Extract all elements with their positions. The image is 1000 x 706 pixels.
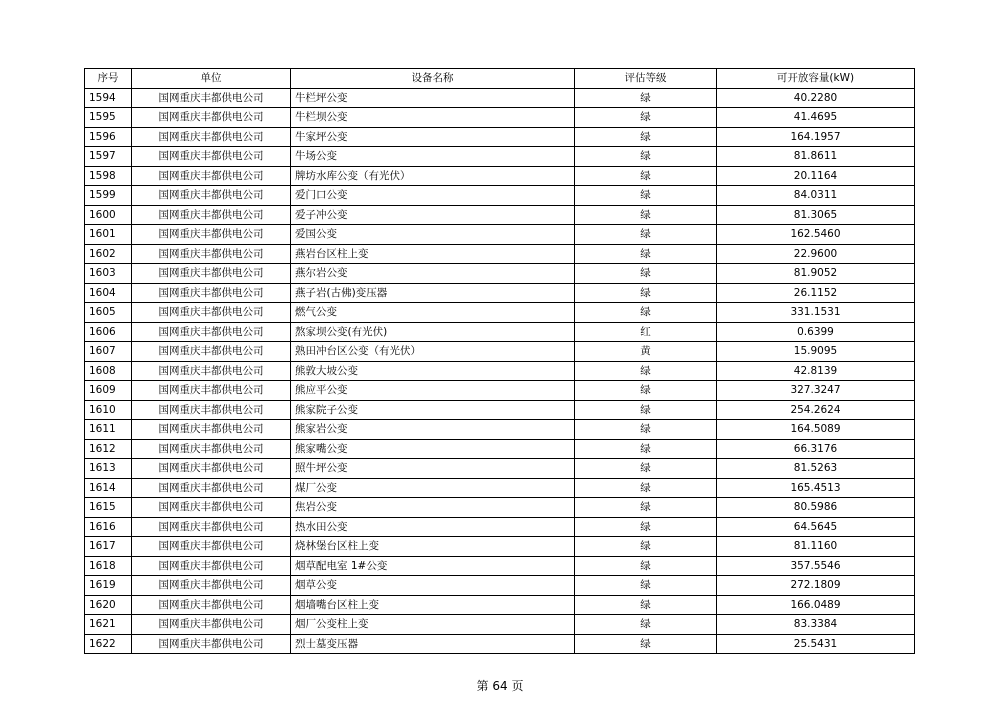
table-row	[85, 244, 915, 264]
cell-seq: 1609	[85, 381, 132, 401]
cell-capacity: 42.8139	[717, 361, 915, 381]
cell-device-name: 熊敦大坡公变	[291, 361, 575, 381]
table-row	[85, 283, 915, 303]
cell-capacity: 81.3065	[717, 205, 915, 225]
cell-seq: 1619	[85, 576, 132, 596]
cell-grade: 绿	[575, 400, 717, 420]
cell-capacity: 0.6399	[717, 322, 915, 342]
cell-capacity: 162.5460	[717, 225, 915, 245]
cell-grade: 绿	[575, 205, 717, 225]
cell-grade: 绿	[575, 478, 717, 498]
cell-unit: 国网重庆丰都供电公司	[132, 88, 291, 108]
cell-unit: 国网重庆丰都供电公司	[132, 303, 291, 323]
cell-grade: 绿	[575, 439, 717, 459]
cell-capacity: 81.1160	[717, 537, 915, 557]
cell-capacity: 83.3384	[717, 615, 915, 635]
cell-device-name: 熊应平公变	[291, 381, 575, 401]
cell-seq: 1599	[85, 186, 132, 206]
table-row	[85, 400, 915, 420]
cell-device-name: 爱门口公变	[291, 186, 575, 206]
cell-capacity: 80.5986	[717, 498, 915, 518]
cell-device-name: 热水田公变	[291, 517, 575, 537]
header-device-name: 设备名称	[291, 69, 575, 89]
table-row	[85, 147, 915, 167]
cell-device-name: 牛栏坪公变	[291, 88, 575, 108]
cell-device-name: 爱国公变	[291, 225, 575, 245]
cell-unit: 国网重庆丰都供电公司	[132, 225, 291, 245]
cell-device-name: 熊家院子公变	[291, 400, 575, 420]
cell-grade: 绿	[575, 517, 717, 537]
table-header-row	[85, 69, 915, 89]
header-capacity: 可开放容量(kW)	[717, 69, 915, 89]
table-row	[85, 186, 915, 206]
cell-capacity: 81.8611	[717, 147, 915, 167]
cell-unit: 国网重庆丰都供电公司	[132, 127, 291, 147]
cell-grade: 绿	[575, 576, 717, 596]
table-row	[85, 225, 915, 245]
cell-unit: 国网重庆丰都供电公司	[132, 595, 291, 615]
cell-device-name: 烟草配电室 1#公变	[291, 556, 575, 576]
cell-grade: 绿	[575, 283, 717, 303]
cell-capacity: 165.4513	[717, 478, 915, 498]
cell-unit: 国网重庆丰都供电公司	[132, 400, 291, 420]
cell-unit: 国网重庆丰都供电公司	[132, 439, 291, 459]
cell-unit: 国网重庆丰都供电公司	[132, 186, 291, 206]
cell-capacity: 357.5546	[717, 556, 915, 576]
cell-device-name: 牛家坪公变	[291, 127, 575, 147]
cell-device-name: 焦岩公变	[291, 498, 575, 518]
cell-unit: 国网重庆丰都供电公司	[132, 517, 291, 537]
cell-grade: 绿	[575, 147, 717, 167]
cell-unit: 国网重庆丰都供电公司	[132, 478, 291, 498]
table-row	[85, 264, 915, 284]
cell-device-name: 熊家岩公变	[291, 420, 575, 440]
cell-capacity: 164.1957	[717, 127, 915, 147]
table-row	[85, 420, 915, 440]
table-row	[85, 459, 915, 479]
table-row	[85, 634, 915, 654]
cell-unit: 国网重庆丰都供电公司	[132, 147, 291, 167]
cell-device-name: 牛场公变	[291, 147, 575, 167]
cell-seq: 1595	[85, 108, 132, 128]
cell-grade: 红	[575, 322, 717, 342]
table-row	[85, 576, 915, 596]
cell-seq: 1603	[85, 264, 132, 284]
cell-unit: 国网重庆丰都供电公司	[132, 420, 291, 440]
table-row	[85, 303, 915, 323]
cell-unit: 国网重庆丰都供电公司	[132, 322, 291, 342]
cell-seq: 1610	[85, 400, 132, 420]
cell-seq: 1620	[85, 595, 132, 615]
cell-grade: 绿	[575, 303, 717, 323]
cell-device-name: 烧林堡台区柱上变	[291, 537, 575, 557]
cell-grade: 绿	[575, 634, 717, 654]
cell-unit: 国网重庆丰都供电公司	[132, 283, 291, 303]
cell-seq: 1605	[85, 303, 132, 323]
cell-capacity: 164.5089	[717, 420, 915, 440]
capacity-table	[84, 68, 915, 654]
cell-unit: 国网重庆丰都供电公司	[132, 459, 291, 479]
cell-capacity: 272.1809	[717, 576, 915, 596]
cell-seq: 1606	[85, 322, 132, 342]
cell-device-name: 照牛坪公变	[291, 459, 575, 479]
cell-capacity: 81.9052	[717, 264, 915, 284]
cell-grade: 绿	[575, 361, 717, 381]
cell-capacity: 20.1164	[717, 166, 915, 186]
cell-unit: 国网重庆丰都供电公司	[132, 498, 291, 518]
header-unit: 单位	[132, 69, 291, 89]
cell-grade: 绿	[575, 225, 717, 245]
table-row	[85, 342, 915, 362]
cell-grade: 黄	[575, 342, 717, 362]
cell-seq: 1596	[85, 127, 132, 147]
cell-seq: 1611	[85, 420, 132, 440]
table-row	[85, 361, 915, 381]
cell-seq: 1598	[85, 166, 132, 186]
cell-device-name: 熬家坝公变(有光伏)	[291, 322, 575, 342]
table-body	[85, 88, 915, 654]
cell-grade: 绿	[575, 127, 717, 147]
cell-capacity: 166.0489	[717, 595, 915, 615]
cell-grade: 绿	[575, 420, 717, 440]
cell-capacity: 25.5431	[717, 634, 915, 654]
cell-unit: 国网重庆丰都供电公司	[132, 108, 291, 128]
table-row	[85, 537, 915, 557]
table-row	[85, 108, 915, 128]
cell-seq: 1618	[85, 556, 132, 576]
cell-grade: 绿	[575, 556, 717, 576]
cell-unit: 国网重庆丰都供电公司	[132, 556, 291, 576]
table-row	[85, 517, 915, 537]
cell-unit: 国网重庆丰都供电公司	[132, 205, 291, 225]
cell-unit: 国网重庆丰都供电公司	[132, 342, 291, 362]
table-row	[85, 381, 915, 401]
table-row	[85, 595, 915, 615]
header-grade: 评估等级	[575, 69, 717, 89]
cell-seq: 1607	[85, 342, 132, 362]
cell-device-name: 烈士墓变压器	[291, 634, 575, 654]
cell-unit: 国网重庆丰都供电公司	[132, 576, 291, 596]
cell-device-name: 烟厂公变柱上变	[291, 615, 575, 635]
cell-seq: 1613	[85, 459, 132, 479]
table-row	[85, 88, 915, 108]
cell-unit: 国网重庆丰都供电公司	[132, 537, 291, 557]
cell-unit: 国网重庆丰都供电公司	[132, 634, 291, 654]
cell-grade: 绿	[575, 498, 717, 518]
cell-capacity: 327.3247	[717, 381, 915, 401]
header-seq: 序号	[85, 69, 132, 89]
cell-seq: 1614	[85, 478, 132, 498]
cell-device-name: 牌坊水库公变（有光伏）	[291, 166, 575, 186]
cell-capacity: 254.2624	[717, 400, 915, 420]
cell-grade: 绿	[575, 108, 717, 128]
cell-capacity: 26.1152	[717, 283, 915, 303]
cell-device-name: 煤厂公变	[291, 478, 575, 498]
page-number: 第 64 页	[476, 679, 524, 693]
cell-device-name: 燕岩台区柱上变	[291, 244, 575, 264]
cell-seq: 1604	[85, 283, 132, 303]
cell-capacity: 84.0311	[717, 186, 915, 206]
cell-device-name: 燕子岩(古佛)变压器	[291, 283, 575, 303]
cell-device-name: 燕尔岩公变	[291, 264, 575, 284]
cell-seq: 1594	[85, 88, 132, 108]
cell-grade: 绿	[575, 459, 717, 479]
cell-capacity: 41.4695	[717, 108, 915, 128]
cell-grade: 绿	[575, 264, 717, 284]
cell-unit: 国网重庆丰都供电公司	[132, 615, 291, 635]
table-row	[85, 439, 915, 459]
cell-grade: 绿	[575, 88, 717, 108]
cell-device-name: 熊家嘴公变	[291, 439, 575, 459]
cell-capacity: 22.9600	[717, 244, 915, 264]
cell-seq: 1600	[85, 205, 132, 225]
cell-unit: 国网重庆丰都供电公司	[132, 264, 291, 284]
cell-device-name: 燃气公变	[291, 303, 575, 323]
cell-grade: 绿	[575, 186, 717, 206]
cell-seq: 1621	[85, 615, 132, 635]
table-row	[85, 322, 915, 342]
cell-unit: 国网重庆丰都供电公司	[132, 361, 291, 381]
cell-unit: 国网重庆丰都供电公司	[132, 244, 291, 264]
cell-device-name: 烟墙嘴台区柱上变	[291, 595, 575, 615]
cell-device-name: 烟草公变	[291, 576, 575, 596]
cell-grade: 绿	[575, 244, 717, 264]
cell-capacity: 64.5645	[717, 517, 915, 537]
table-row	[85, 205, 915, 225]
table-row	[85, 615, 915, 635]
cell-device-name: 爱子冲公变	[291, 205, 575, 225]
cell-seq: 1597	[85, 147, 132, 167]
cell-capacity: 15.9095	[717, 342, 915, 362]
table-row	[85, 478, 915, 498]
cell-capacity: 40.2280	[717, 88, 915, 108]
cell-capacity: 81.5263	[717, 459, 915, 479]
cell-grade: 绿	[575, 595, 717, 615]
cell-grade: 绿	[575, 615, 717, 635]
cell-seq: 1601	[85, 225, 132, 245]
cell-unit: 国网重庆丰都供电公司	[132, 166, 291, 186]
cell-seq: 1612	[85, 439, 132, 459]
cell-device-name: 牛栏坝公变	[291, 108, 575, 128]
cell-capacity: 66.3176	[717, 439, 915, 459]
table-row	[85, 498, 915, 518]
cell-seq: 1602	[85, 244, 132, 264]
cell-grade: 绿	[575, 166, 717, 186]
cell-seq: 1608	[85, 361, 132, 381]
cell-seq: 1615	[85, 498, 132, 518]
cell-seq: 1616	[85, 517, 132, 537]
table-row	[85, 556, 915, 576]
cell-grade: 绿	[575, 381, 717, 401]
cell-capacity: 331.1531	[717, 303, 915, 323]
table-row	[85, 127, 915, 147]
cell-unit: 国网重庆丰都供电公司	[132, 381, 291, 401]
cell-seq: 1622	[85, 634, 132, 654]
cell-seq: 1617	[85, 537, 132, 557]
cell-grade: 绿	[575, 537, 717, 557]
table-row	[85, 166, 915, 186]
cell-device-name: 熟田冲台区公变（有光伏）	[291, 342, 575, 362]
